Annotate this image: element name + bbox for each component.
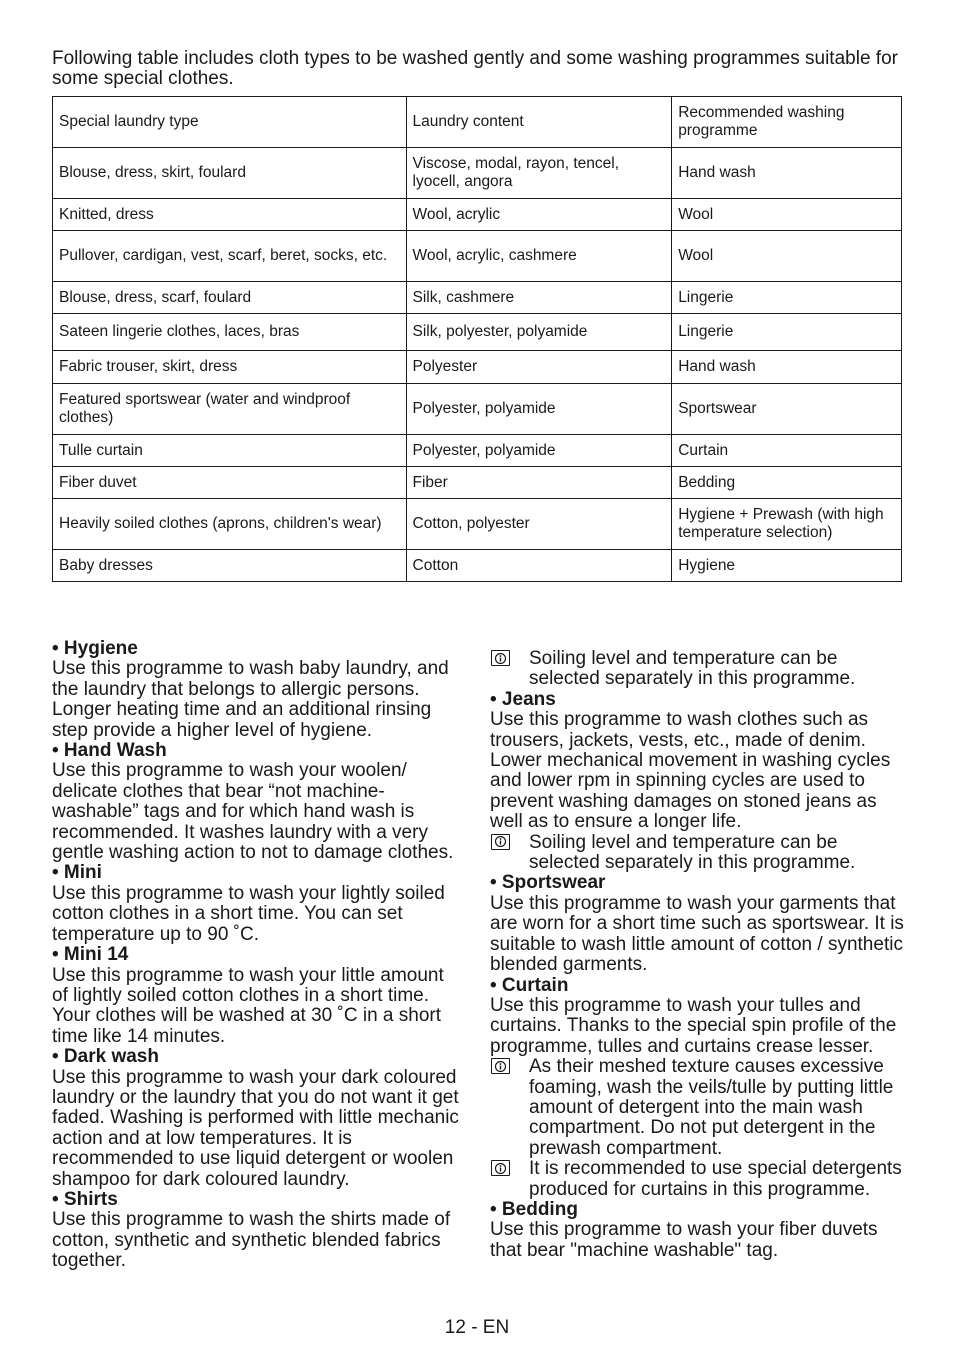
table-cell: Hand wash [672,148,902,199]
section-bedding [490,1200,904,1261]
table-cell: Fabric trouser, skirt, dress [53,351,407,384]
table-cell: Viscose, modal, rayon, tencel, lyocell, angora [406,148,672,199]
table-cell: Bedding [672,467,902,499]
section-text: Use this programme to wash the shirts made of cotton, synthetic and synthetic blended fabrics together. [52,1209,451,1272]
table-cell: Polyester, polyamide [406,384,672,435]
section-title: • Sportswear [490,872,606,894]
intro-text: Following table includes cloth types to be washed gently and some washing programmes suitable for some special clothes. [52,48,898,89]
section-title: • Hygiene [52,638,138,659]
table-cell: Silk, polyester, polyamide [406,314,672,351]
table-row [53,467,902,499]
section-hygiene [52,639,464,741]
laundry-table [52,96,902,582]
note-text: Soiling level and temperature can be selected separately in this programme. [529,648,856,690]
section-title: • Bedding [490,1198,578,1220]
section-jeans [490,690,904,833]
table-row [53,499,902,550]
section-mini-14 [52,945,464,1047]
table-cell: Silk, cashmere [406,282,672,314]
note-text: It is recommended to use special detergents produced for curtains in this programme. [529,1158,902,1200]
table-cell: Sportswear [672,384,902,435]
table-cell: Hygiene + Prewash (with high temperature selection) [672,499,902,550]
table-row [53,435,902,467]
table-cell: Hygiene [672,550,902,582]
section-sportswear [490,873,904,975]
table-cell: Wool, acrylic [406,199,672,231]
table-cell: Wool [672,231,902,282]
info-icon [491,650,510,666]
right-column [490,649,904,1261]
section-mini [52,863,464,945]
info-icon [491,1058,510,1074]
section-title: • Shirts [52,1188,118,1210]
info-icon [491,834,510,850]
table-cell: Polyester [406,351,672,384]
section-dark-wash [52,1047,464,1190]
section-title: • Dark wash [52,1046,159,1068]
table-cell: Pullover, cardigan, vest, scarf, beret, socks, etc. [53,231,407,282]
section-text: Use this programme to wash your garments that are worn for a short time such as sportswear. It is suitable to wash little amount of cotton / synthetic blended garments. [490,892,904,976]
table-cell: Knitted, dress [53,199,407,231]
table-row [53,314,902,351]
left-column [52,639,464,1272]
table-row [53,231,902,282]
note-text: Soiling level and temperature can be selected separately in this programme. [529,831,856,874]
section-curtain [490,976,904,1058]
table-cell: Tulle curtain [53,435,407,467]
table-row [53,384,902,435]
table-cell: Curtain [672,435,902,467]
table-header-row [53,97,902,148]
table-row [53,199,902,231]
section-title: • Curtain [490,974,569,996]
note-text: As their meshed texture causes excessive foaming, wash the veils/tulle by putting little amount of detergent into the main wash compartment. Do not put detergent in the prewash compartment. [529,1056,894,1159]
header-cell: Laundry content [406,97,672,148]
table-row [53,148,902,199]
header-cell: Recommended washing programme [672,97,902,148]
section-text: Use this programme to wash your tulles and curtains. Thanks to the special spin profile of the programme, tulles and curtains crease lesser. [490,994,897,1057]
table-cell: Sateen lingerie clothes, laces, bras [53,314,407,351]
page-number: 12 - EN [444,1317,510,1338]
section-title: • Jeans [490,688,556,710]
section-text: Use this programme to wash your fiber duvets that bear "machine washable" tag. [490,1219,878,1261]
section-text: Use this programme to wash your little amount of lightly soiled cotton clothes in a short time. Your clothes will be washed at 30 ˚C in a short time like 14 minutes. [52,964,444,1047]
table-row [53,550,902,582]
table-cell: Cotton [406,550,672,582]
table-cell: Featured sportswear (water and windproof clothes) [53,384,407,435]
table-cell: Wool, acrylic, cashmere [406,231,672,282]
table-cell: Cotton, polyester [406,499,672,550]
section-text: Use this programme to wash clothes such as trousers, jackets, vests, etc., made of denim. Lower mechanical movement in washing cycles and lower rpm in spinning cycles are used to prevent washing damages on stoned jeans as well as to ensure a longer life. [490,709,891,833]
section-title: • Hand Wash [52,740,167,762]
table-cell: Lingerie [672,314,902,351]
table-cell: Baby dresses [53,550,407,582]
section-text: Use this programme to wash your dark coloured laundry or the laundry that you do not want it get faded. Washing is performed with little mechanic action and at low temperatures. It is recommended to use liquid detergent or woolen shampoo for dark coloured laundry. [52,1066,459,1190]
table-cell: Blouse, dress, skirt, foulard [53,148,407,199]
section-text: Use this programme to wash your woolen/ delicate clothes that bear “not machine-washable” tags and for which hand wash is recommended. It washes laundry with a very gentle washing action to not to damage clothes. [52,760,454,864]
section-hand-wash [52,741,464,863]
table-cell: Lingerie [672,282,902,314]
note-soiling-level [490,833,904,874]
section-title: • Mini 14 [52,944,129,966]
section-title: • Mini [52,862,102,884]
table-cell: Fiber [406,467,672,499]
table-row [53,351,902,384]
note-soiling-level [490,649,904,690]
section-text: Use this programme to wash baby laundry, and the laundry that belongs to allergic persons. Longer heating time and an additional rinsing step provide a higher level of hygiene. [52,658,449,741]
table-cell: Polyester, polyamide [406,435,672,467]
table-row [53,282,902,314]
table-cell: Hand wash [672,351,902,384]
header-cell: Special laundry type [53,97,407,148]
section-shirts [52,1190,464,1272]
table-cell: Blouse, dress, scarf, foulard [53,282,407,314]
section-text: Use this programme to wash your lightly soiled cotton clothes in a short time. You can set temperature up to 90 ˚C. [52,882,445,945]
table-cell: Wool [672,199,902,231]
table-cell: Fiber duvet [53,467,407,499]
info-icon [491,1160,510,1176]
note-special-detergent [490,1159,904,1200]
note-curtain-detergent [490,1057,904,1159]
table-cell: Heavily soiled clothes (aprons, children's wear) [53,499,407,550]
